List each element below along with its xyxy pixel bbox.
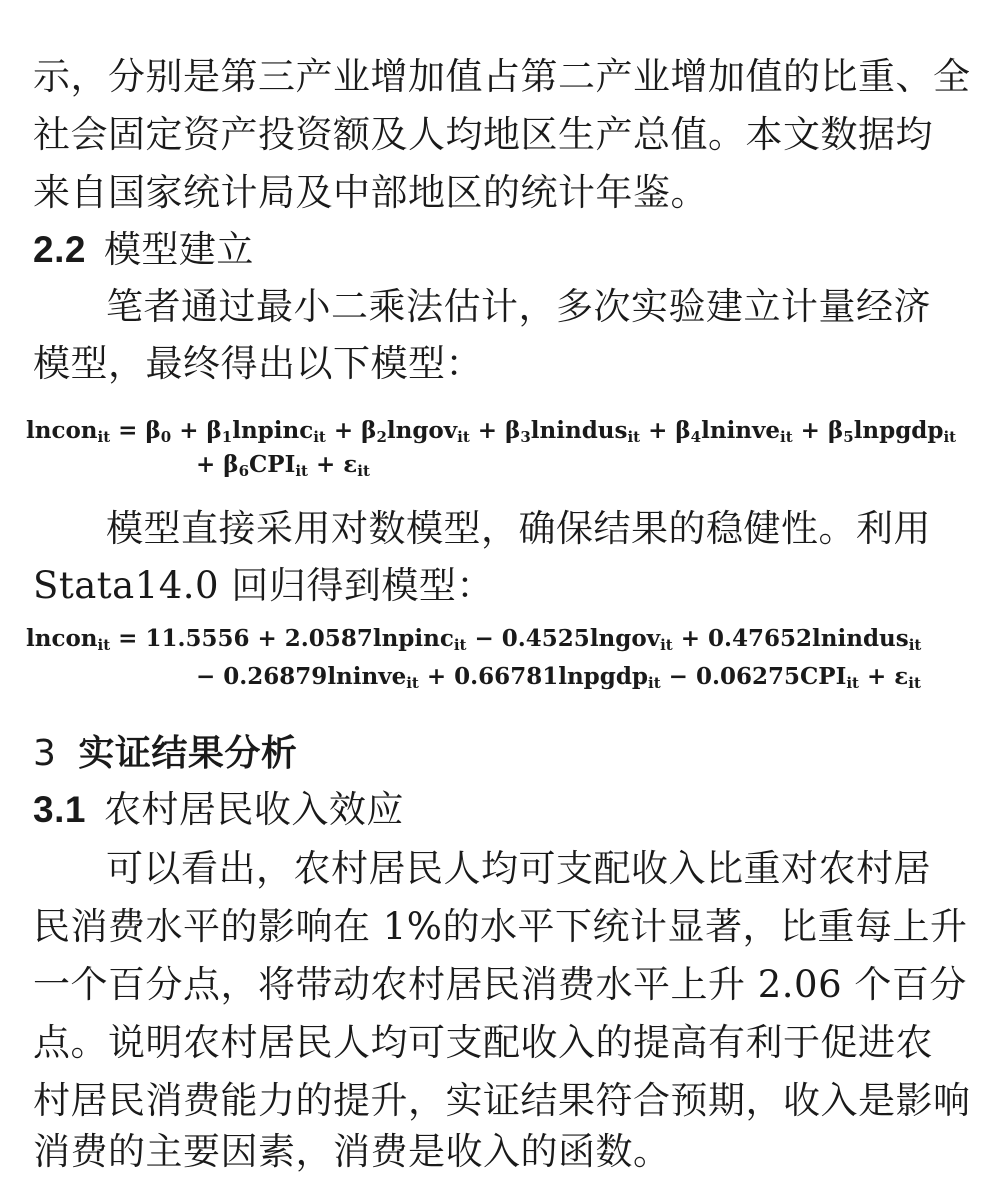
section-heading: [33, 726, 297, 782]
paragraph-line: 社会固定资产投资额及人均地区生产总值。本文数据均: [33, 113, 933, 156]
subsection-title: 模型建立: [103, 228, 254, 271]
subsection-number: 2.2: [33, 229, 86, 270]
paragraph-line: 模型，最终得出以下模型：: [33, 342, 483, 385]
section-title: 实证结果分析: [78, 733, 298, 774]
paragraph-line: 模型直接采用对数模型，确保结果的稳健性。利用: [106, 507, 931, 550]
paragraph-line: 点。说明农村居民人均可支配收入的提高有利于促进农: [33, 1021, 933, 1064]
section-number: 3: [33, 733, 57, 774]
paragraph-line: Stata14.0 回归得到模型：: [33, 564, 494, 607]
paragraph-line: 示，分别是第三产业增加值占第二产业增加值的比重、全: [33, 55, 971, 98]
subsection-number: 3.1: [33, 789, 86, 830]
paragraph-line: 村居民消费能力的提升，实证结果符合预期，收入是影响: [33, 1079, 971, 1122]
subsection-heading: [33, 222, 254, 278]
equation-2-line-1: lncon$_{it}$ = 11.5556 + 2.0587lnpinc$_{it}$ − 0.4525lngov$_{it}$ + 0.47652lnindus$_{it}$: [26, 625, 922, 654]
paragraph-line: 来自国家统计局及中部地区的统计年鉴。: [33, 171, 708, 214]
paragraph-line: 一个百分点，将带动农村居民消费水平上升 2.06 个百分: [33, 963, 967, 1006]
subsection-heading: [33, 782, 404, 838]
paragraph-line: 可以看出，农村居民人均可支配收入比重对农村居: [106, 847, 931, 890]
paragraph-line: 消费的主要因素，消费是收入的函数。: [33, 1130, 671, 1173]
equation-2-line-2: − 0.26879lninve$_{it}$ + 0.66781lnpgdp$_{it}$ − $0.06275CPI_{it} + \varepsilon_{it}$: [196, 663, 921, 692]
equation-1-line-1: lncon$_{it}$ = $\beta_0$ + $\beta_1lnpinc_{it}$ + $\beta_2lngov_{it}$ + $\beta_3lnindus_{it}$ + $\beta_4lninve_{it}$ + $\beta_5lnpgdp_{it}$: [26, 417, 957, 446]
paragraph-line: 民消费水平的影响在 1%的水平下统计显著，比重每上升: [33, 905, 968, 948]
subsection-title: 农村居民收入效应: [103, 788, 404, 831]
equation-1-line-2: + $\beta_6CPI_{it} + \varepsilon_{it}$: [196, 451, 370, 480]
paragraph-line: 笔者通过最小二乘法估计，多次实验建立计量经济: [106, 285, 931, 328]
